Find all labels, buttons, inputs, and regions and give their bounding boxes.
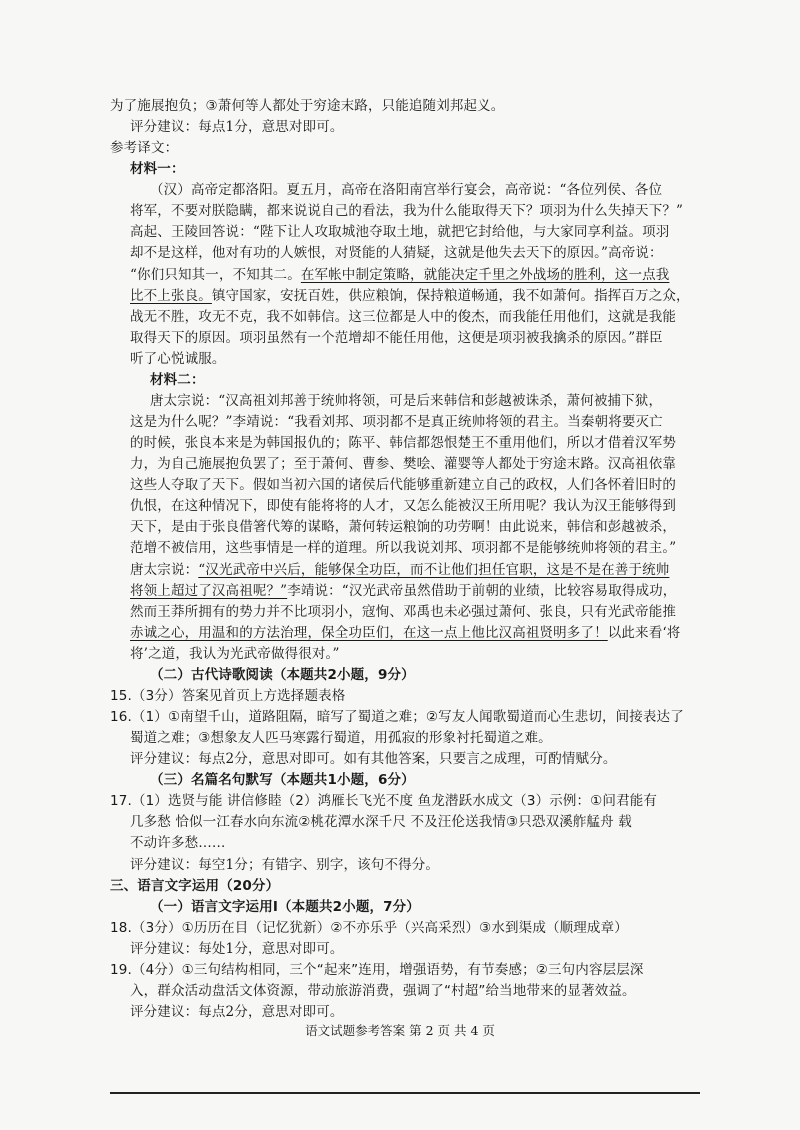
page-footer: 语文试题参考答案 第 2 页 共 4 页: [305, 1023, 495, 1038]
text-line: 仇恨，在这种情况下，即使有能将将的人才，又怎么能被汉王所用呢？我认为汉王能够得到: [130, 498, 676, 515]
text-line: 评分建议：每点2分，意思对即可。如有其他答案，只要言之成理，可酌情赋分。: [130, 751, 617, 768]
text-line: 15.（3分）答案见首页上方选择题表格: [110, 687, 346, 704]
text-line: 这是为什么呢？”李靖说：“我看刘邦、项羽都不是真正统帅将领的君主。当秦朝将要灭亡: [130, 414, 663, 431]
underlined-span: 将领上超过了汉高祖呢？”: [130, 582, 288, 599]
text-line: 将’之道，我认为光武帝做得很对。”: [130, 645, 340, 662]
text-line: 几多愁 恰似一江春水向东流②桃花潭水深千尺 不及汪伦送我情③只恐双溪舴艋舟 载: [130, 814, 632, 831]
text-line: 高起、王陵回答说：“陛下让人攻取城池夺取土地，就把它封给他，与大家同享利益。项羽: [130, 224, 670, 241]
bottom-rule: [110, 1092, 700, 1094]
text-line: [130, 560, 700, 580]
text-span: 以此来看‘将: [607, 624, 681, 641]
text-line: 然而王莽所拥有的势力并不比项羽小，寇恂、邓禹也未必强过萧何、张良，只有光武帝能推: [130, 603, 676, 620]
text-line: 却不是这样，他对有功的人嫉恨，对贤能的人猜疑，这就是他失去天下的原因。”高帝说：: [130, 245, 663, 262]
text-line: 这些人夺取了天下。假如当初六国的诸侯后代能够重新建立自己的政权，人们各怀着旧时的: [130, 477, 676, 494]
text-line: 19.（4分）①三句结构相同，三个“起来”连用，增强语势，有节奏感；②三句内容层层深: [110, 961, 644, 978]
text-line: 16.（1）①南望千山，道路阻隔，暗写了蜀道之难；②写友人闻歌蜀道而心生悲切，间接表达了: [110, 709, 684, 726]
text-line: 评分建议：每点1分，意思对即可。: [130, 119, 344, 136]
text-line: 17.（1）选贤与能 讲信修睦（2）鸿雁长飞光不度 鱼龙潜跃水成文（3）示例：①问君能有: [110, 793, 658, 810]
text-line: 材料一：: [130, 161, 185, 178]
text-line: 战无不胜，攻无不克，我不如韩信。这三位都是人中的俊杰，而我能任用他们，这就是我能: [130, 308, 676, 325]
underlined-span: “汉光武帝中兴后，能够保全功臣，而不让他们担任官职，这是不是在善于统帅: [198, 561, 670, 578]
text-line: 将军，不要对朕隐瞒，都来说说自己的看法，我为什么能取得天下？项羽为什么失掉天下？”: [130, 203, 684, 220]
text-span: 唐太宗说：: [130, 561, 199, 578]
text-line: 蜀道之难；③想象友人匹马寒露行蜀道，用孤寂的形象衬托蜀道之难。: [130, 730, 552, 747]
text-line: 评分建议：每空1分；有错字、别字，该句不得分。: [130, 856, 440, 873]
text-line: 材料二：: [150, 371, 205, 388]
text-line: 唐太宗说：“汉高祖刘邦善于统帅将领，可是后来韩信和彭越被诛杀，萧何被捕下狱，: [150, 392, 663, 409]
text-line: 评分建议：每点2分，意思对即可。: [130, 1004, 344, 1020]
text-span: “你们只知其一，不知其二。: [130, 266, 301, 283]
text-line: 入，群众活动盘活文体资源，带动旅游消费，强调了“村超”给当地带来的显著效益。: [130, 982, 636, 999]
text-line: 参考译文：: [110, 140, 179, 157]
underlined-span: 比不上张良。: [130, 287, 212, 304]
text-line: 听了心悦诚服。: [130, 350, 226, 367]
underlined-span: 在军帐中制定策略，就能决定千里之外战场的胜利，这一点我: [300, 266, 670, 283]
underlined-span: 赤诚之心，用温和的方法治理，保全功臣们，在这一点上他比汉高祖贤明多了！: [130, 624, 608, 641]
text-line: （三）名篇名句默写（本题共1小题，6分）: [150, 772, 415, 789]
text-line: 取得天下的原因。项羽虽然有一个范增却不能任用他，这便是项羽被我擒杀的原因。”群臣: [130, 329, 663, 346]
text-line: （一）语言文字运用Ⅰ（本题共2小题，7分）: [150, 898, 420, 915]
text-line: [130, 265, 700, 285]
text-line: [130, 581, 700, 601]
text-line: （汉）高帝定都洛阳。夏五月，高帝在洛阳南宫举行宴会，高帝说：“各位列侯、各位: [150, 182, 663, 199]
text-line: （二）古代诗歌阅读（本题共2小题，9分）: [150, 666, 415, 683]
text-line: 三、语言文字运用（20分）: [110, 877, 280, 894]
text-line: 18.（3分）①历历在目（记忆犹新）②不亦乐乎（兴高采烈）③水到渠成（顺理成章）: [110, 919, 628, 936]
text-line: [130, 623, 700, 643]
text-line: [130, 286, 700, 306]
text-span: 李靖说：“汉光武帝虽然借助于前朝的业绩，比较容易取得成功，: [287, 582, 677, 599]
text-line: 不动许多愁……: [130, 835, 226, 852]
text-line: 评分建议：每处1分，意思对即可。: [130, 940, 344, 957]
text-line: 的时候，张良本来是为韩国报仇的；陈平、韩信都怨恨楚王不重用他们，所以才借着汉军势: [130, 435, 676, 452]
text-line: 天下，是由于张良借箸代筹的谋略，萧何转运粮饷的功劳啊！由此说来，韩信和彭越被杀，: [130, 519, 676, 536]
text-line: 力，为自己施展抱负罢了；至于萧何、曹参、樊哙、灌婴等人都处于穷途末路。汉高祖依靠: [130, 456, 676, 473]
text-line: 范增不被信用，这些事情是一样的道理。所以我说刘邦、项羽都不是能够统帅将领的君主。”: [130, 540, 677, 557]
text-span: 镇守国家，安抚百姓，供应粮饷，保持粮道畅通，我不如萧何。指挥百万之众，: [211, 287, 690, 304]
text-line: 为了施展抱负；③萧何等人都处于穷途末路，只能追随刘邦起义。: [110, 98, 505, 114]
